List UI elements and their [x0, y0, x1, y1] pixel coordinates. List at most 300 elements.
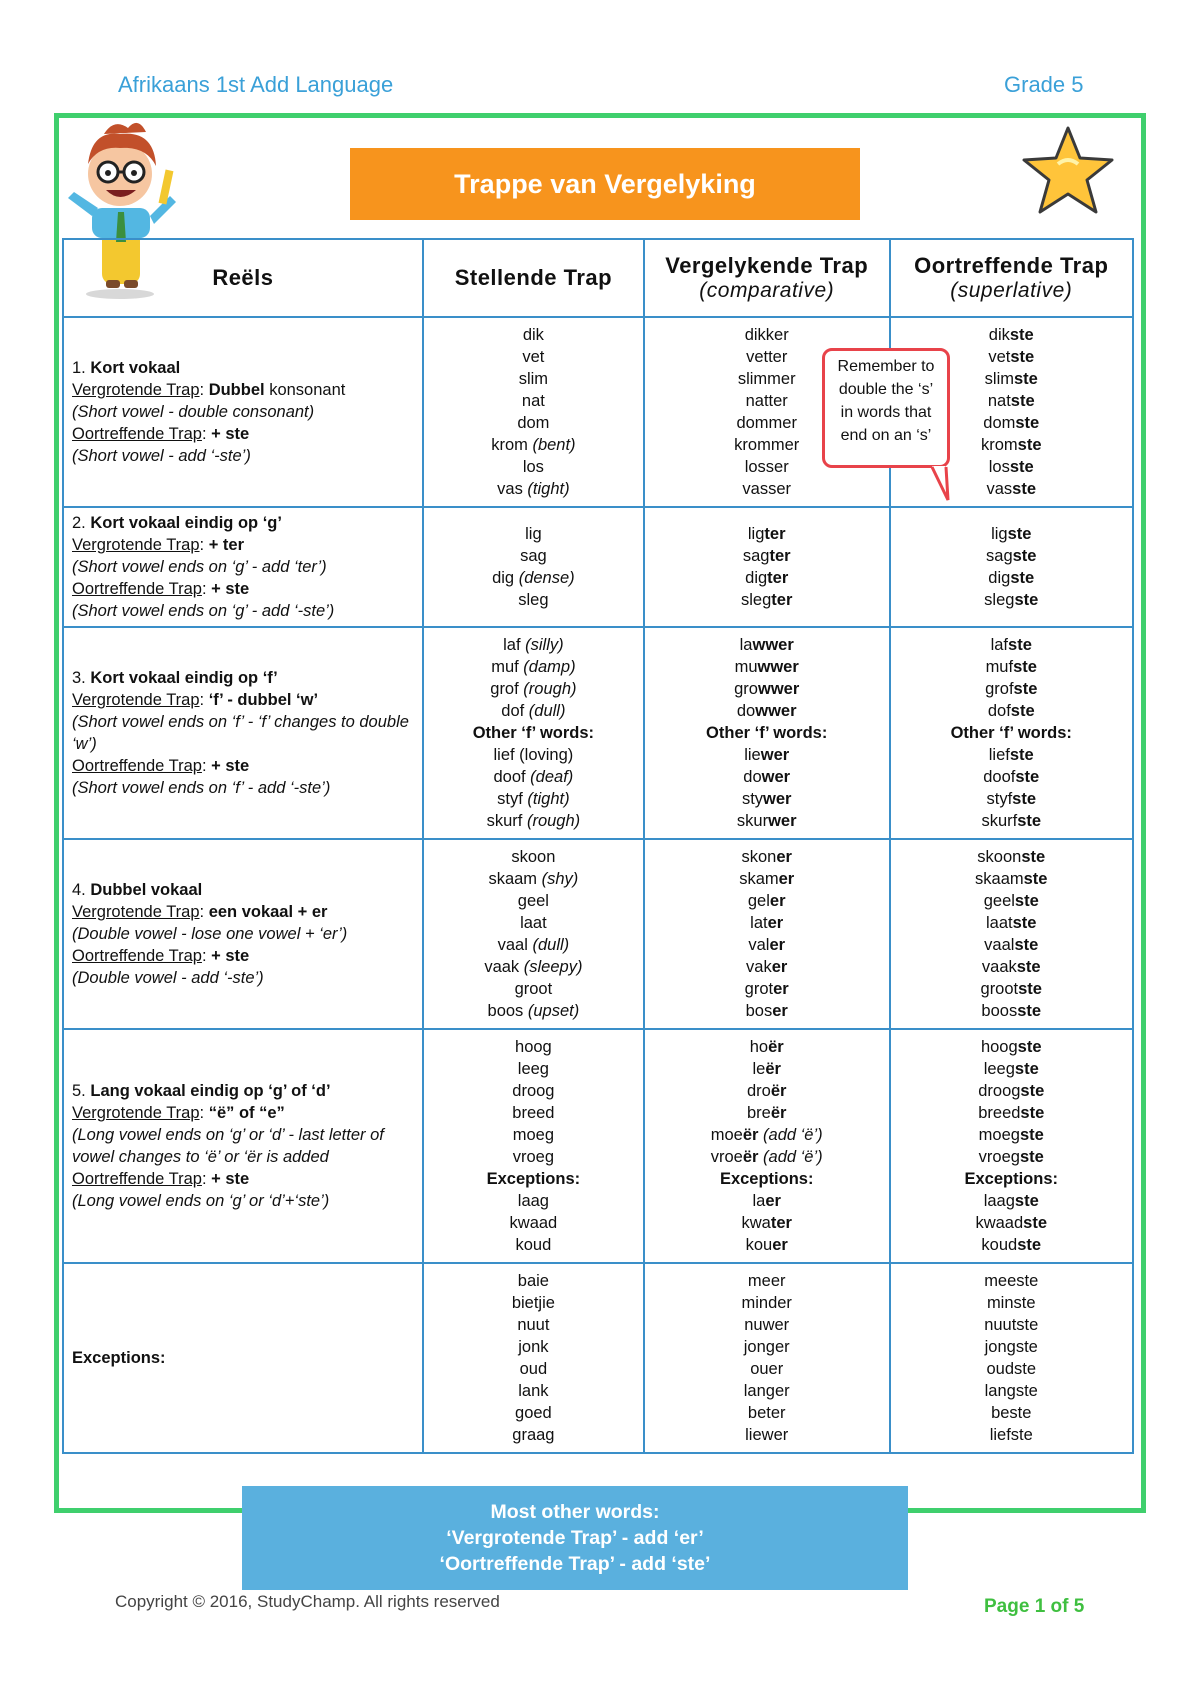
column-header-rules [63, 239, 423, 317]
text-segment: krom [980, 436, 1018, 454]
text-segment: + ste [211, 947, 250, 965]
superlative-word [893, 589, 1131, 611]
rule-line [72, 1190, 414, 1212]
text-segment: ste [1010, 702, 1035, 720]
text-segment: ‘f’ - dubbel ‘w’ [208, 691, 319, 709]
superlative-word [893, 700, 1131, 722]
superlative-word [893, 978, 1131, 1000]
comparative-word [647, 722, 887, 744]
text-segment: (Short vowel - add ‘-ste’) [72, 447, 251, 465]
rule-line [72, 711, 414, 755]
comparative-word [647, 656, 887, 678]
text-segment: meer [747, 1272, 786, 1290]
positive-word [426, 1212, 641, 1234]
comparative-word [647, 868, 887, 890]
table-row [63, 507, 1133, 627]
positive-word [426, 846, 641, 868]
rule-line [72, 1080, 414, 1102]
text-segment: : [199, 381, 209, 399]
text-segment: nat [521, 392, 545, 410]
text-segment: (add ‘ë’) [758, 1126, 823, 1144]
text-segment: grof [985, 680, 1014, 698]
text-segment: liewer [745, 1426, 789, 1444]
superlative-word [893, 846, 1131, 868]
superlative-word [893, 1314, 1131, 1336]
superlative-word [893, 956, 1131, 978]
text-segment: ste [1017, 1002, 1042, 1020]
text-segment: ste [1009, 746, 1034, 764]
positive-word [426, 810, 641, 832]
superlative-word [893, 1168, 1131, 1190]
positive-word [426, 390, 641, 412]
rule-cell [63, 1029, 423, 1263]
positive-word [426, 412, 641, 434]
text-segment: ste [1017, 812, 1042, 830]
text-segment: oudste [986, 1360, 1037, 1378]
text-segment: styf [986, 790, 1013, 808]
text-segment: ste [1009, 326, 1034, 344]
superlative-word [893, 678, 1131, 700]
text-segment: (tight) [527, 790, 570, 808]
text-segment: ste [1023, 870, 1048, 888]
text-segment: gro [734, 680, 758, 698]
text-segment: Dubbel vokaal [90, 881, 203, 899]
rule-line [72, 423, 414, 445]
text-segment: ste [1016, 958, 1041, 976]
text-segment: (rough) [526, 812, 581, 830]
text-segment: (Short vowel ends on ‘g’ - add ‘-ste’) [72, 602, 335, 620]
positive-word [426, 1402, 641, 1424]
text-segment: ste [1015, 414, 1040, 432]
text-segment: konsonant [264, 381, 346, 399]
text-segment: laf [503, 636, 526, 654]
text-segment: : [199, 536, 209, 554]
text-segment: wwer [757, 658, 799, 676]
text-segment: do [736, 702, 756, 720]
text-segment: nuutste [984, 1316, 1039, 1334]
comparative-word [647, 934, 887, 956]
comparative-word [647, 766, 887, 788]
text-segment: sag [742, 547, 770, 565]
text-segment: (silly) [525, 636, 564, 654]
text-segment: er [769, 936, 786, 954]
text-segment: Oortreffende Trap [72, 1170, 202, 1188]
positive-word [426, 1380, 641, 1402]
text-segment: wwer [752, 636, 794, 654]
text-segment: moe [710, 1126, 743, 1144]
text-segment: : [201, 1170, 212, 1188]
text-segment: breed [978, 1104, 1021, 1122]
text-segment: laag [983, 1192, 1015, 1210]
rule-line [72, 1168, 414, 1190]
superlative-word [893, 1234, 1131, 1256]
superlative-word [893, 890, 1131, 912]
text-segment: ste [1017, 1236, 1042, 1254]
text-segment: sty [741, 790, 764, 808]
text-segment: los [988, 458, 1010, 476]
text-segment: ste [1009, 458, 1034, 476]
positive-word [426, 1168, 641, 1190]
table-row [63, 627, 1133, 839]
positive-word [426, 1102, 641, 1124]
column-header-superlative-label: Oortreffende Trap [914, 253, 1109, 278]
comparative-word [647, 1292, 887, 1314]
text-segment: (Short vowel - double consonant) [72, 403, 315, 421]
text-segment: ste [1010, 392, 1035, 410]
text-segment: leeg [517, 1060, 549, 1078]
text-segment: Oortreffende Trap [72, 580, 202, 598]
text-segment: langste [984, 1382, 1038, 1400]
comparative-word [647, 1358, 887, 1380]
rule-line [72, 777, 414, 799]
table-header-row [63, 239, 1133, 317]
positive-word [426, 346, 641, 368]
positive-cell [423, 1263, 644, 1453]
positive-word [426, 567, 641, 589]
copyright-text: Copyright © 2016, StudyChamp. All rights reserved [115, 1592, 500, 1611]
text-segment: geel [983, 892, 1015, 910]
text-segment: ste [1014, 936, 1039, 954]
text-segment: dom [517, 414, 550, 432]
text-segment: laf [990, 636, 1009, 654]
positive-word [426, 956, 641, 978]
text-segment: dof [501, 702, 529, 720]
comparative-cell [644, 1263, 890, 1453]
superlative-word [893, 567, 1131, 589]
text-segment: + ste [211, 757, 250, 775]
comparative-word [647, 700, 887, 722]
positive-word [426, 1036, 641, 1058]
text-segment: jongste [984, 1338, 1038, 1356]
text-segment: (Short vowel ends on ‘f’ - add ‘-ste’) [72, 779, 331, 797]
text-segment: ste [1014, 1060, 1039, 1078]
text-segment: Vergrotende Trap [72, 903, 200, 921]
text-segment: ste [1017, 1038, 1042, 1056]
table-row [63, 317, 1133, 507]
text-segment: 5. [72, 1082, 91, 1100]
column-header-rules-label: Reëls [212, 265, 274, 290]
text-segment: hoog [980, 1038, 1018, 1056]
text-segment: sag [520, 547, 547, 565]
text-segment: skoon [511, 848, 556, 866]
text-segment: lat [750, 914, 768, 932]
superlative-word [893, 1336, 1131, 1358]
text-segment: : [201, 757, 212, 775]
text-segment: minder [741, 1294, 792, 1312]
superlative-word [893, 1380, 1131, 1402]
text-segment: (Short vowel ends on ‘f’ - ‘f’ changes to double ‘w’) [72, 713, 409, 753]
text-segment: bos [745, 1002, 773, 1020]
comparative-word [647, 846, 887, 868]
text-segment: boos [487, 1002, 528, 1020]
positive-word [426, 1424, 641, 1446]
text-segment: vroe [710, 1148, 743, 1166]
text-segment: Exceptions: [486, 1170, 581, 1188]
text-segment: gel [747, 892, 770, 910]
positive-cell [423, 627, 644, 839]
column-header-comparative [644, 239, 890, 317]
superlative-cell [890, 1263, 1134, 1453]
rule-line [72, 578, 414, 600]
positive-word [426, 456, 641, 478]
text-segment: : [201, 425, 212, 443]
rule-line [72, 689, 414, 711]
text-segment: vaal [984, 936, 1015, 954]
text-segment: beste [991, 1404, 1032, 1422]
comparative-word [647, 567, 887, 589]
superlative-word [893, 766, 1131, 788]
text-segment: : [199, 691, 209, 709]
text-segment: (upset) [527, 1002, 580, 1020]
positive-word [426, 434, 641, 456]
text-segment: kou [745, 1236, 773, 1254]
text-segment: dof [987, 702, 1011, 720]
text-segment: ste [1012, 790, 1037, 808]
text-segment: ër [765, 1060, 781, 1078]
text-segment: Exceptions: [719, 1170, 814, 1188]
text-segment: bre [746, 1104, 771, 1122]
text-segment: muf [491, 658, 524, 676]
text-segment: grof [490, 680, 524, 698]
positive-cell [423, 507, 644, 627]
rule-line [72, 755, 414, 777]
comparative-word [647, 523, 887, 545]
text-segment: mu [734, 658, 758, 676]
text-segment: Oortreffende Trap [72, 947, 202, 965]
text-segment: ste [1013, 658, 1037, 676]
superlative-word [893, 545, 1131, 567]
text-segment: vasser [742, 480, 791, 498]
superlative-word [893, 523, 1131, 545]
superlative-word [893, 324, 1131, 346]
comparative-word [647, 545, 887, 567]
text-segment: (deaf) [530, 768, 574, 786]
text-segment: val [748, 936, 770, 954]
text-segment: ste [1012, 547, 1037, 565]
text-segment: la [752, 1192, 766, 1210]
comparative-word [647, 1234, 887, 1256]
text-segment: Kort vokaal eindig op ‘f’ [90, 669, 278, 687]
text-segment: (shy) [541, 870, 579, 888]
text-segment: kwaad [509, 1214, 558, 1232]
superlative-word [893, 1146, 1131, 1168]
text-segment: (bent) [532, 436, 576, 454]
text-segment: skaam [488, 870, 542, 888]
text-segment: er [771, 958, 788, 976]
text-segment: baie [517, 1272, 549, 1290]
text-segment: slim [518, 370, 549, 388]
comparative-word [647, 744, 887, 766]
text-segment: ste [1018, 980, 1042, 998]
text-segment: 2. [72, 514, 91, 532]
comparative-word [647, 1212, 887, 1234]
text-segment: slim [984, 370, 1014, 388]
rule-line [72, 1102, 414, 1124]
comparative-word [647, 1036, 887, 1058]
text-segment: (Long vowel ends on ‘g’ or ‘d’ - last letter of vowel changes to ‘ë’ or ‘ër is added [72, 1126, 384, 1166]
text-segment: lie [744, 746, 761, 764]
text-segment: langer [743, 1382, 790, 1400]
text-segment: ste [1014, 1192, 1039, 1210]
text-segment: dommer [736, 414, 797, 432]
superlative-word [893, 1058, 1131, 1080]
text-segment: jonger [743, 1338, 790, 1356]
text-segment: vroeg [512, 1148, 555, 1166]
text-segment: (Double vowel - lose one vowel + ‘er’) [72, 925, 348, 943]
text-segment: Other ‘f’ words: [472, 724, 595, 742]
positive-word [426, 1336, 641, 1358]
text-segment: er [767, 914, 784, 932]
text-segment: skon [741, 848, 777, 866]
text-segment: ër [770, 1082, 787, 1100]
superlative-word [893, 1358, 1131, 1380]
star-icon [1018, 122, 1118, 218]
comparative-word [647, 1146, 887, 1168]
text-segment: Vergrotende Trap [72, 381, 200, 399]
text-segment: ste [1019, 1126, 1044, 1144]
text-segment: kwa [741, 1214, 771, 1232]
text-segment: hoog [515, 1038, 552, 1056]
rule-line [72, 512, 414, 534]
superlative-word [893, 1292, 1131, 1314]
text-segment: vas [497, 480, 528, 498]
text-segment: ër [742, 1126, 759, 1144]
rule-line [72, 1124, 414, 1168]
text-segment: vaak [484, 958, 524, 976]
positive-word [426, 1234, 641, 1256]
text-segment: er [773, 980, 789, 998]
superlative-cell [890, 1029, 1134, 1263]
text-segment: ste [1014, 892, 1039, 910]
text-segment: 1. [72, 359, 91, 377]
positive-word [426, 523, 641, 545]
text-segment: minste [986, 1294, 1036, 1312]
text-segment: droog [978, 1082, 1021, 1100]
rule-line [72, 534, 414, 556]
text-segment: grot [744, 980, 774, 998]
text-segment: (damp) [523, 658, 576, 676]
rule-line [72, 445, 414, 467]
superlative-word [893, 1402, 1131, 1424]
text-segment: bietjie [511, 1294, 555, 1312]
comparative-word [647, 1336, 887, 1358]
comparative-word [647, 634, 887, 656]
text-segment: lief [988, 746, 1010, 764]
text-segment: vaal [497, 936, 533, 954]
superlative-word [893, 868, 1131, 890]
text-segment: er [772, 1236, 788, 1254]
positive-word [426, 324, 641, 346]
text-segment: laat [520, 914, 547, 932]
rule-line [72, 667, 414, 689]
superlative-word [893, 810, 1131, 832]
comparative-word [647, 1402, 887, 1424]
page-number: Page 1 of 5 [984, 1596, 1085, 1617]
text-segment: er [765, 1192, 781, 1210]
comparison-table [62, 238, 1134, 1454]
text-segment: dom [983, 414, 1016, 432]
comparative-word [647, 1424, 887, 1446]
comparative-word [647, 1190, 887, 1212]
rule-line [72, 379, 414, 401]
text-segment: Exceptions: [964, 1170, 1059, 1188]
text-segment: Kort vokaal eindig op ‘g’ [90, 514, 282, 532]
column-header-comparative-label: Vergelykende Trap [665, 253, 869, 278]
positive-word [426, 1080, 641, 1102]
comparative-word [647, 1314, 887, 1336]
comparative-cell [644, 507, 890, 627]
comparative-word [647, 1124, 887, 1146]
text-segment: oud [519, 1360, 548, 1378]
summary-line-3: ‘Oortreffende Trap’ - add ‘ste’ [439, 1553, 711, 1575]
text-segment: + ste [211, 580, 250, 598]
summary-box [242, 1486, 908, 1590]
text-segment: koud [981, 1236, 1018, 1254]
rule-line [72, 879, 414, 901]
comparative-word [647, 912, 887, 934]
text-segment: ër [770, 1104, 787, 1122]
text-segment: muf [985, 658, 1014, 676]
positive-word [426, 589, 641, 611]
text-segment: losser [744, 458, 789, 476]
text-segment: ste [1023, 1214, 1048, 1232]
text-segment: groot [514, 980, 553, 998]
text-segment: vet [522, 348, 545, 366]
positive-word [426, 1270, 641, 1292]
text-segment: er [778, 870, 795, 888]
text-segment: graag [512, 1426, 555, 1444]
rule-cell [63, 1263, 423, 1453]
summary-line-1: Most other words: [490, 1501, 660, 1523]
text-segment: Vergrotende Trap [72, 1104, 200, 1122]
text-segment: + ste [211, 425, 250, 443]
superlative-word [893, 1080, 1131, 1102]
text-segment: skur [736, 812, 769, 830]
text-segment: jonk [518, 1338, 549, 1356]
text-segment: ste [1014, 591, 1039, 609]
text-segment: nat [987, 392, 1011, 410]
text-segment: ste [1008, 636, 1032, 654]
text-segment: vaak [981, 958, 1017, 976]
comparative-word [647, 1102, 887, 1124]
text-segment: : [199, 1104, 209, 1122]
comparative-word [647, 1058, 887, 1080]
text-segment: vas [986, 480, 1013, 498]
column-header-positive-label: Stellende Trap [454, 265, 613, 290]
text-segment: 3. [72, 669, 91, 687]
subject-header: Afrikaans 1st Add Language [118, 72, 394, 97]
comparative-word [647, 1270, 887, 1292]
text-segment: ter [770, 1214, 792, 1232]
text-segment: (Double vowel - add ‘-ste’) [72, 969, 264, 987]
text-segment: ter [767, 569, 789, 587]
text-segment: Other ‘f’ words: [706, 724, 828, 742]
rule-line [72, 556, 414, 578]
text-segment: le [752, 1060, 766, 1078]
text-segment: laag [517, 1192, 549, 1210]
text-segment: ste [1010, 348, 1035, 366]
text-segment: lig [991, 525, 1008, 543]
text-segment: leeg [983, 1060, 1015, 1078]
table-row [63, 839, 1133, 1029]
positive-cell [423, 1029, 644, 1263]
column-header-comparative-sub: (comparative) [699, 279, 835, 302]
comparative-cell [644, 1029, 890, 1263]
rule-line [72, 967, 414, 989]
rule-cell [63, 627, 423, 839]
positive-word [426, 1124, 641, 1146]
comparative-word [647, 978, 887, 1000]
